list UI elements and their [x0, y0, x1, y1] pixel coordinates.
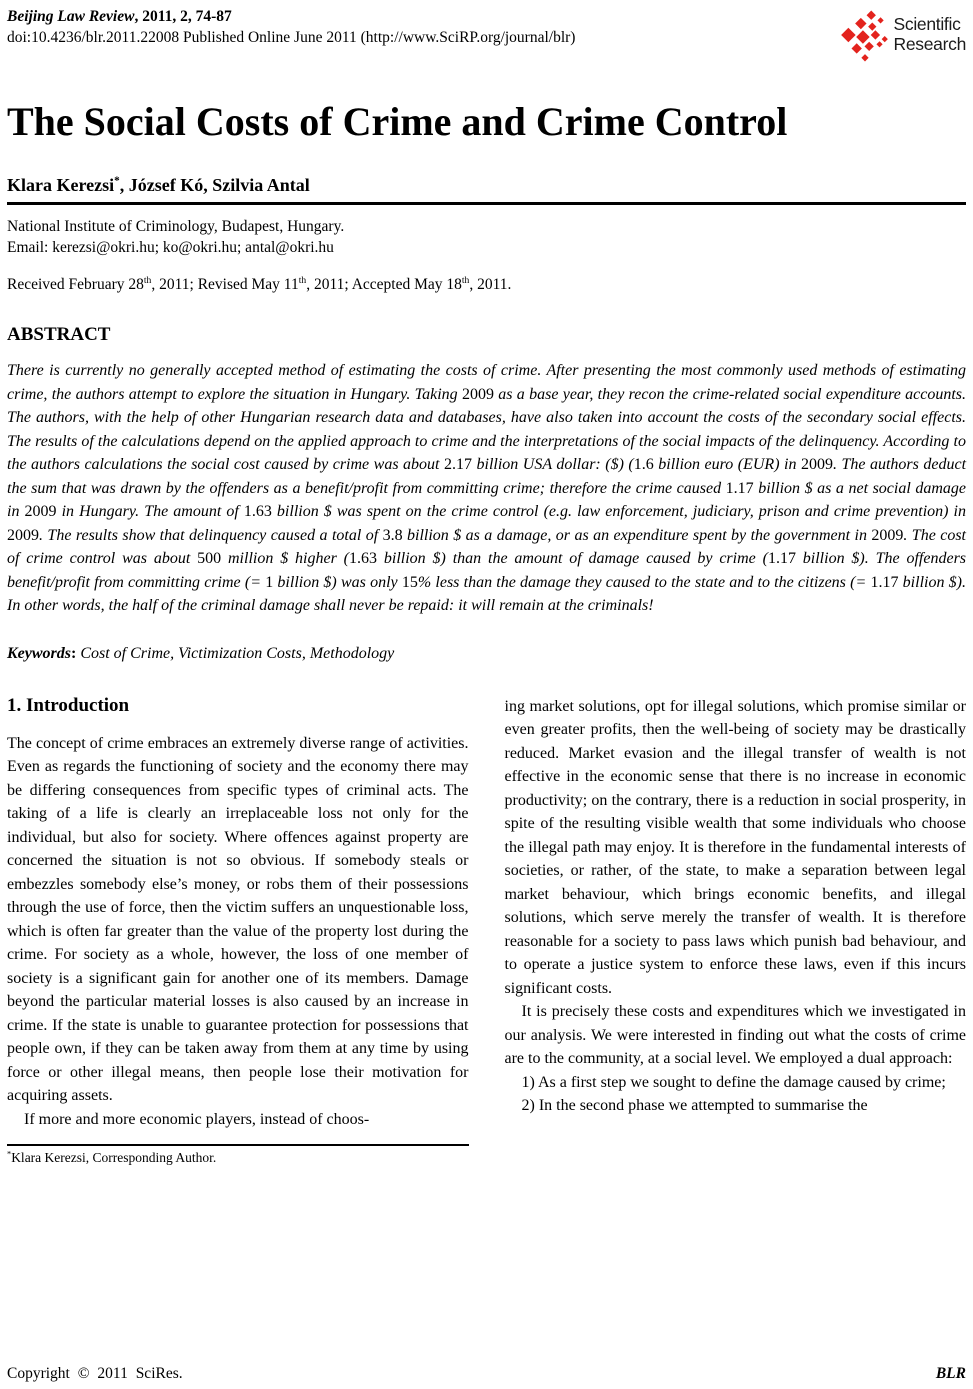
- scirp-logo: [839, 9, 967, 63]
- author-first: Klara Kerezsi: [7, 175, 115, 195]
- ordinal-sup: th: [461, 274, 470, 286]
- copyright-notice: Copyright © 2011 SciRes.: [7, 1365, 183, 1382]
- keywords-line: [7, 645, 966, 663]
- received-part: , 2011; Accepted May 18: [306, 276, 462, 293]
- introduction-heading: 1. Introduction: [7, 694, 130, 716]
- intro-paragraph-2-cont: ing market solutions, opt for illegal solutions, which promise similar or even greater profits, then the well-being of society may be drastically reduced. Market evasion and the illegal transfer of wealth is not effective in the economic sense that there is no increase in economic productivity; on the contrary, there is a reduction in social prosperity, in spite of the resulting visible wealth that some individuals who choose the illegal path may enjoy. It is therefore in the fundamental interests of societies, or rather, of the state, to make a separation between legal market behaviour, which brings economic benefits, and illegal solutions, which serve merely the transfer of wealth. It is therefore reasonable for a society to pass laws which punish bad behaviour, and to operate a justice system to enforce these laws, even if this incurs significant costs.: [504, 697, 966, 997]
- corresponding-author-note: [7, 1150, 469, 1166]
- two-column-body: [7, 695, 966, 1167]
- intro-paragraph-2-start: If more and more economic players, instead of choos-: [24, 1110, 370, 1128]
- ordinal-sup: th: [298, 274, 307, 286]
- right-column: [505, 695, 967, 1167]
- footnote-block: [7, 1144, 469, 1166]
- doi-line: doi:10.4236/blr.2011.22008 Published Online June 2011 (http://www.SciRP.org/journal/blr): [7, 29, 576, 46]
- journal-abbreviation: BLR: [935, 1365, 966, 1382]
- authors-line: [7, 175, 966, 196]
- page-footer: [7, 1365, 966, 1383]
- approach-item-1: 1) As a first step we sought to define the damage caused by crime;: [521, 1073, 946, 1091]
- intro-paragraph-3: It is precisely these costs and expenditures which we investigated in our analysis. We were interested in finding out what the costs of crime are to the community, at a social level. We employed a dual approach:: [504, 1003, 966, 1067]
- footnote-text: Klara Kerezsi, Corresponding Author.: [11, 1150, 217, 1165]
- received-part: Received February 28: [7, 276, 144, 293]
- logo-text: [894, 14, 967, 54]
- journal-info: [7, 8, 575, 47]
- logo-text-line1: Scientific: [893, 14, 961, 34]
- journal-name: Beijing Law Review: [7, 8, 135, 25]
- received-line: [7, 276, 966, 294]
- intro-paragraph-1: The concept of crime embraces an extremely diverse range of activities. Even as regards the functioning of society and the economy there may be differing consequences from specific types of criminal acts. The taking of a life is clearly an irreplaceable loss not only for the individual, but also for society. Where offences against property are concerned the situation is not so obvious. If somebody steals or embezzles somebody else’s money, or robs them of their possessions through the use of force, then the victim suffers an unquestionable loss, which is often far greater than the value of the property lost during the crime. For society as a whole, however, the loss of one member of society is a significant gain for another one of its members. Damage beyond the particular material losses is also caused by an increase in crime. If the state is unable to guarantee protection for possessions that people own, if they can be taken away from them at any time by using force or other illegal means, then people lose their motivation for acquiring assets.: [7, 734, 469, 1104]
- received-part: , 2011; Revised May 11: [151, 276, 299, 293]
- logo-text-line2: Research: [893, 34, 966, 54]
- paper-title: The Social Costs of Crime and Crime Control: [7, 99, 788, 144]
- keywords-text: Cost of Crime, Victimization Costs, Methodology: [80, 644, 395, 662]
- received-part: , 2011.: [469, 276, 512, 293]
- authors-rest: , József Kó, Szilvia Antal: [119, 175, 310, 195]
- abstract-text: There is currently no generally accepted method of estimating the costs of crime. After presenting the most commonly used methods of estimating crime, the authors attempt to explore the situation in Hungary. Taking 2009 as a base year, they recon the crime-related social expenditure accounts. The authors, with the help of other Hungarian research data and databases, have also taken into account the costs of the secondary social effects. The results of the calculations depend on the applied approach to crime and the interpretations of the social impacts of the delinquency. According to the authors calculations the social cost caused by crime was about 2.17 billion USA dollar: ($) (1.6 billion euro (EUR) in 2009. The authors deduct the sum that was drawn by the offenders as a benefit/profit from committing crime; therefore the crime caused 1.17 billion $ as a net social damage in 2009 in Hungary. The amount of 1.63 billion $ was spent on the crime control (e.g. law enforcement, judiciary, prison and crime prevention) in 2009. The results show that delinquency caused a total of 3.8 billion $ as a damage, or as an expenditure spent by the government in 2009. The cost of crime control was about 500 million $ higher (1.63 billion $) than the amount of damage caused by crime (1.17 billion $). The offenders benefit/profit from committing crime (= 1 billion $) was only 15% less than the damage they caused to the state and to the citizens (= 1.17 billion $). In other words, the half of the criminal damage shall never be repaid: it will remain at the criminals!: [7, 362, 967, 614]
- keywords-label: Keywords: [7, 644, 71, 662]
- footnote-asterisk: *: [7, 1149, 12, 1159]
- journal-citation: [7, 8, 575, 26]
- page-header: [7, 8, 966, 63]
- keywords-colon: :: [71, 644, 81, 662]
- corresponding-author-mark: *: [114, 175, 120, 187]
- email-line: Email: kerezsi@okri.hu; ko@okri.hu; antal@okri.hu: [7, 239, 334, 256]
- footnote-divider: [7, 1144, 469, 1146]
- affiliation-line: National Institute of Criminology, Budapest, Hungary.: [7, 218, 345, 235]
- ordinal-sup: th: [143, 274, 152, 286]
- abstract-heading: ABSTRACT: [7, 324, 111, 345]
- title-divider: [7, 202, 966, 205]
- approach-item-2: 2) In the second phase we attempted to summarise the: [521, 1097, 868, 1114]
- scirp-diamonds-icon: [839, 9, 891, 63]
- left-column: [7, 695, 469, 1167]
- journal-citation-rest: , 2011, 2, 74-87: [134, 8, 232, 25]
